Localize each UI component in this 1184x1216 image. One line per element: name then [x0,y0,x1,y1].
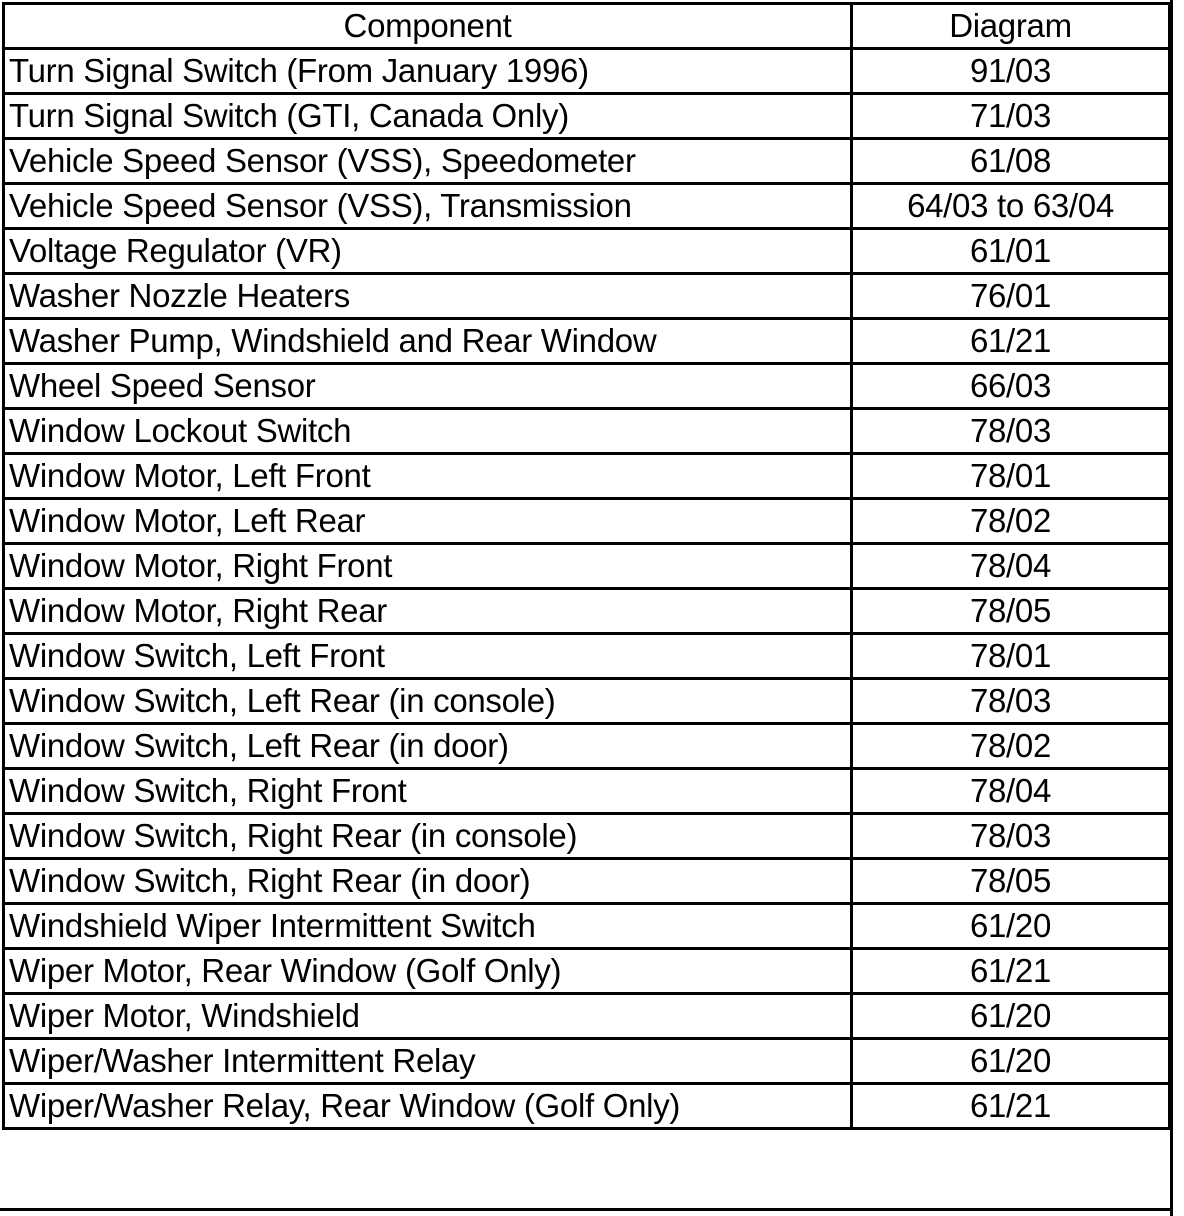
table-row [4,364,1170,409]
component-cell: Turn Signal Switch (GTI, Canada Only) [4,94,852,139]
diagram-cell: 78/05 [852,589,1170,634]
diagram-cell: 61/20 [852,994,1170,1039]
table-row [4,634,1170,679]
component-cell: Vehicle Speed Sensor (VSS), Transmission [4,184,852,229]
diagram-cell: 71/03 [852,94,1170,139]
table-header-row [4,4,1170,49]
component-diagram-table [2,2,1171,1130]
table-row [4,139,1170,184]
diagram-cell: 66/03 [852,364,1170,409]
diagram-cell: 76/01 [852,274,1170,319]
bottom-border-line [0,1208,1173,1211]
header-diagram: Diagram [852,4,1170,49]
table-row [4,769,1170,814]
component-cell: Wiper Motor, Windshield [4,994,852,1039]
table-body [4,49,1170,1129]
table-row [4,544,1170,589]
component-cell: Window Switch, Left Front [4,634,852,679]
table-row [4,589,1170,634]
diagram-cell: 61/21 [852,949,1170,994]
component-cell: Voltage Regulator (VR) [4,229,852,274]
diagram-cell: 64/03 to 63/04 [852,184,1170,229]
table-row [4,229,1170,274]
table-row [4,949,1170,994]
component-cell: Window Motor, Left Front [4,454,852,499]
table-row [4,409,1170,454]
component-cell: Wheel Speed Sensor [4,364,852,409]
component-cell: Turn Signal Switch (From January 1996) [4,49,852,94]
diagram-cell: 61/20 [852,904,1170,949]
table-row [4,679,1170,724]
component-cell: Window Switch, Left Rear (in door) [4,724,852,769]
table-row [4,94,1170,139]
component-cell: Window Switch, Right Rear (in door) [4,859,852,904]
diagram-cell: 78/01 [852,454,1170,499]
table-row [4,319,1170,364]
table-row [4,859,1170,904]
header-component: Component [4,4,852,49]
component-cell: Washer Pump, Windshield and Rear Window [4,319,852,364]
component-cell: Window Switch, Left Rear (in console) [4,679,852,724]
table-row [4,994,1170,1039]
component-cell: Wiper Motor, Rear Window (Golf Only) [4,949,852,994]
table-row [4,49,1170,94]
diagram-cell: 61/21 [852,1084,1170,1129]
diagram-cell: 78/03 [852,679,1170,724]
diagram-cell: 78/04 [852,544,1170,589]
diagram-cell: 61/21 [852,319,1170,364]
component-cell: Window Switch, Right Rear (in console) [4,814,852,859]
diagram-cell: 78/03 [852,409,1170,454]
component-cell: Window Motor, Left Rear [4,499,852,544]
diagram-cell: 78/04 [852,769,1170,814]
component-cell: Window Lockout Switch [4,409,852,454]
table-row [4,904,1170,949]
table-row [4,274,1170,319]
right-border-line [1170,0,1173,1216]
table-row [4,814,1170,859]
diagram-cell: 78/03 [852,814,1170,859]
component-cell: Window Motor, Right Front [4,544,852,589]
table-row [4,499,1170,544]
diagram-cell: 61/20 [852,1039,1170,1084]
component-cell: Wiper/Washer Intermittent Relay [4,1039,852,1084]
component-cell: Vehicle Speed Sensor (VSS), Speedometer [4,139,852,184]
diagram-cell: 78/02 [852,499,1170,544]
diagram-cell: 61/01 [852,229,1170,274]
diagram-cell: 78/02 [852,724,1170,769]
diagram-cell: 61/08 [852,139,1170,184]
component-cell: Washer Nozzle Heaters [4,274,852,319]
table-row [4,1039,1170,1084]
diagram-cell: 78/01 [852,634,1170,679]
table-row [4,724,1170,769]
component-cell: Wiper/Washer Relay, Rear Window (Golf Only) [4,1084,852,1129]
table-row [4,454,1170,499]
table-row [4,1084,1170,1129]
diagram-cell: 91/03 [852,49,1170,94]
component-cell: Window Switch, Right Front [4,769,852,814]
diagram-cell: 78/05 [852,859,1170,904]
table-row [4,184,1170,229]
component-cell: Windshield Wiper Intermittent Switch [4,904,852,949]
component-cell: Window Motor, Right Rear [4,589,852,634]
